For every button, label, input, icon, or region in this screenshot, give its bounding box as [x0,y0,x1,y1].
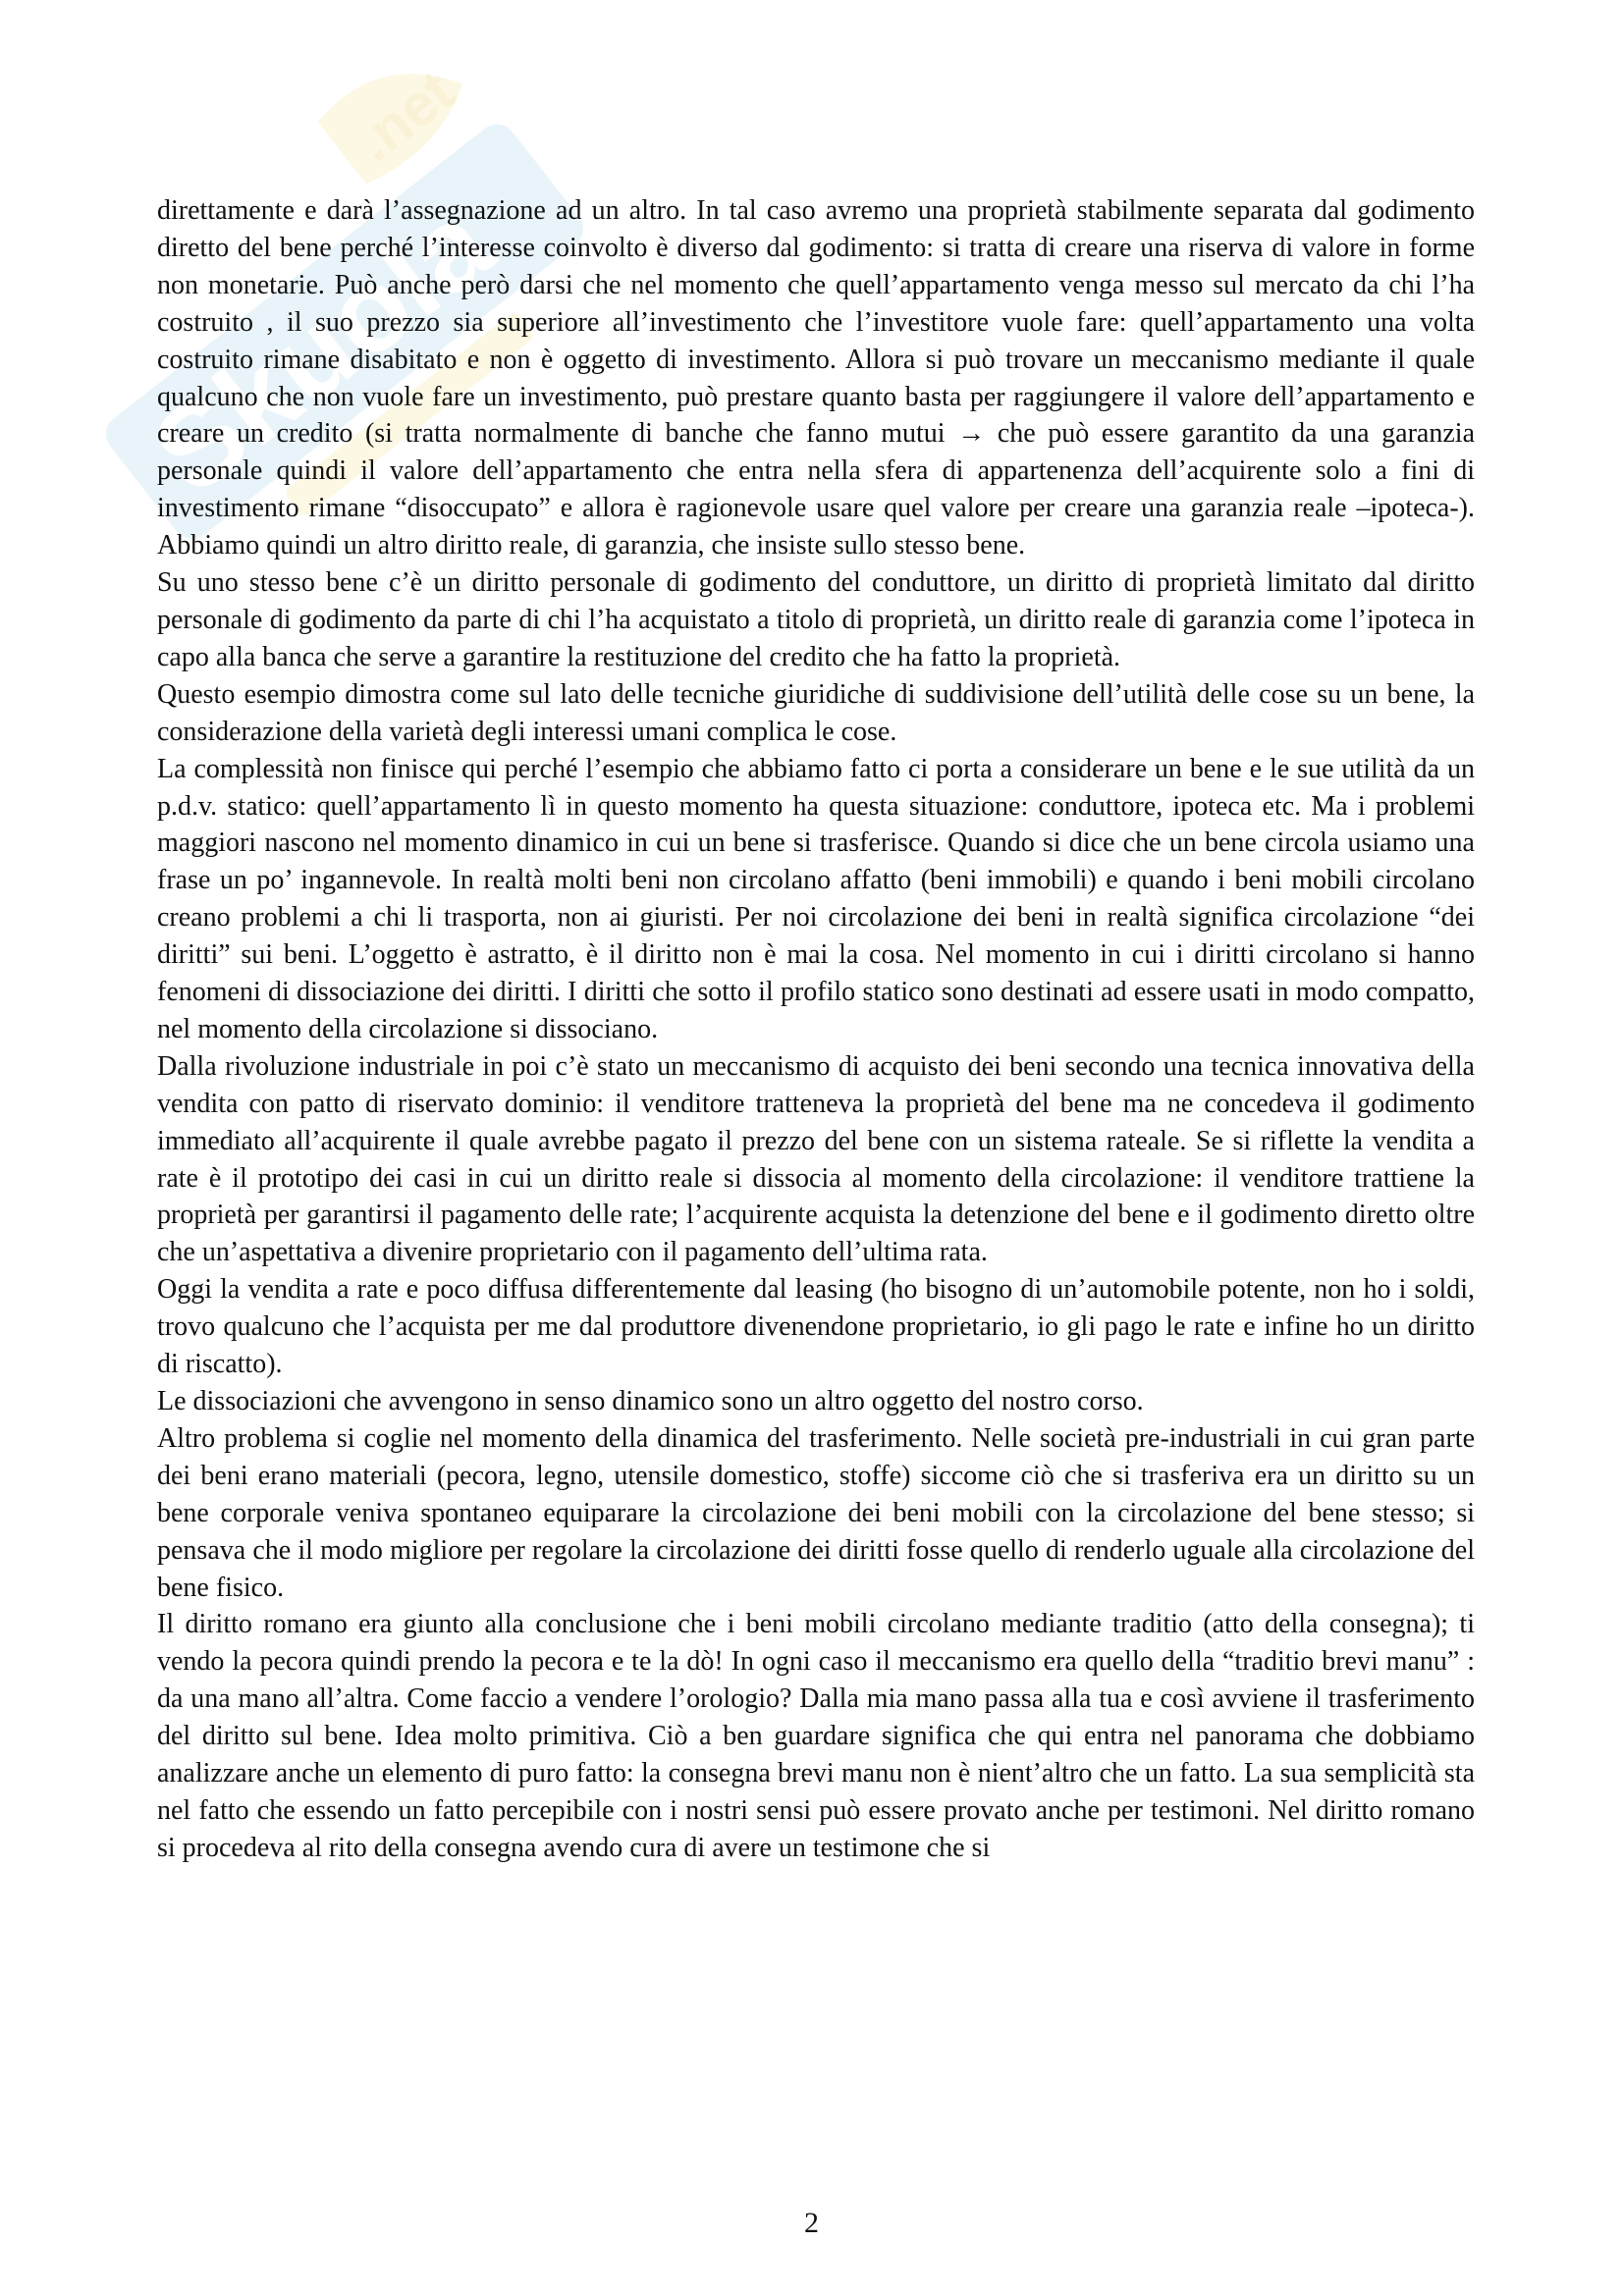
paragraph: Le dissociazioni che avvengono in senso dinamico sono un altro oggetto del nostro corso. [157,1386,1144,1416]
page-number: 2 [804,2207,819,2239]
document-body [157,192,1475,1867]
paragraph: Oggi la vendita a rate e poco diffusa differentemente dal leasing (ho bisogno di un’automobile potente, non ho i soldi, trovo qualcuno che l’acquista per me dal produttore divenendone proprietario, io gli pago le rate e infine ho un diritto di riscatto). [157,1274,1475,1380]
svg-text:Skuola: Skuola [129,177,515,519]
paragraph: Dalla rivoluzione industriale in poi c’è stato un meccanismo di acquisto dei beni secondo una tecnica innovativa della vendita con patto di riservato dominio: il venditore tratteneva la proprietà del bene ma ne concedeva il godimento immediato all’acquirente il quale avrebbe pagato il prezzo del bene con un sistema rateale. Se si riflette la vendita a rate è il prototipo dei casi in cui un diritto reale si dissocia al momento della circolazione: il venditore trattiene la proprietà per garantirsi il pagamento delle rate; l’acquirente acquista la detenzione del bene e il godimento diretto oltre che un’aspettativa a divenire proprietario con il pagamento dell’ultima rata. [157,1050,1475,1268]
paragraph: Il diritto romano era giunto alla conclusione che i beni mobili circolano mediante traditio (atto della consegna); ti vendo la pecora quindi prendo la pecora e te la dò! In ogni caso il meccanismo era quello della “traditio brevi manu” : da una mano all’altra. Come faccio a vendere l’orologio? Dalla mia mano passa alla tua e così avviene il trasferimento del diritto sul bene. Idea molto primitiva. Ciò a ben guardare significa che qui entra nel panorama che dobbiamo analizzare anche un elemento di puro fatto: la consegna brevi manu non è nient’altro che un fatto. La sua semplicità sta nel fatto che essendo un fatto percepibile con i nostri sensi può essere provato anche per testimoni. Nel diritto romano si procedeva al rito della consegna avendo cura di avere un testimone che si [157,1609,1475,1863]
paragraph: La complessità non finisce qui perché l’esempio che abbiamo fatto ci porta a considerare un bene e le sue utilità da un p.d.v. statico: quell’appartamento lì in questo momento ha questa situazione: conduttore, ipoteca etc. Ma i problemi maggiori nascono nel momento dinamico in cui un bene si trasferisce. Quando si dice che un bene circola usiamo una frase un po’ ingannevole. In realtà molti beni non circolano affatto (beni immobili) e quando i beni mobili circolano creano problemi a chi li trasporta, non ai giuristi. Per noi circolazione dei beni in realtà significa circolazione “dei diritti” sui beni. L’oggetto è astratto, è il diritto non è mai la cosa. Nel momento in cui i diritti circolano si hanno fenomeni di dissociazione dei diritti. I diritti che sotto il profilo statico sono destinati ad essere usati in modo compatto, nel momento della circolazione si dissociano. [157,753,1475,1044]
svg-text:.net: .net [343,57,466,175]
paragraph: Su uno stesso bene c’è un diritto personale di godimento del conduttore, un diritto di proprietà limitato dal diritto personale di godimento da parte di chi l’ha acquistato a titolo di proprietà, un diritto reale di garanzia come l’ipoteca in capo alla banca che serve a garantire la restituzione del credito che ha fatto la proprietà. [157,567,1475,672]
paragraph: Questo esempio dimostra come sul lato delle tecniche giuridiche di suddivisione dell’utilità delle cose su un bene, la considerazione della varietà degli interessi umani complica le cose. [157,678,1475,747]
paragraph: Altro problema si coglie nel momento della dinamica del trasferimento. Nelle società pre-industriali in cui gran parte dei beni erano materiali (pecora, legno, utensile domestico, stoffe) siccome ciò che si trasferiva era un diritto su un bene corporale veniva spontaneo equiparare la circolazione dei beni mobili con la circolazione del bene stesso; si pensava che il modo migliore per regolare la circolazione dei diritti fosse quello di renderlo uguale alla circolazione del bene fisico. [157,1422,1475,1603]
paragraph: direttamente e darà l’assegnazione ad un altro. In tal caso avremo una proprietà stabilmente separata dal godimento diretto del bene perché l’interesse coinvolto è diverso dal godimento: si tratta di creare una riserva di valore in forme non monetarie. Può anche però darsi che nel momento che quell’appartamento venga messo sul mercato da chi l’ha costruito , il suo prezzo sia superiore all’investimento che l’investitore vuole fare: quell’appartamento una volta costruito rimane disabitato e non è oggetto di investimento. Allora si può trovare un meccanismo mediante il quale qualcuno che non vuole fare un investimento, può prestare quanto basta per raggiungere il valore dell’appartamento e creare un credito (si tratta normalmente di banche che fanno mutui → che può essere garantito da una garanzia personale quindi il valore dell’appartamento che entra nella sfera di appartenenza dell’acquirente solo a fini di investimento rimane “disoccupato” e allora è ragionevole usare quel valore per creare una garanzia reale –ipoteca-). Abbiamo quindi un altro diritto reale, di garanzia, che insiste sullo stesso bene. [157,195,1475,561]
